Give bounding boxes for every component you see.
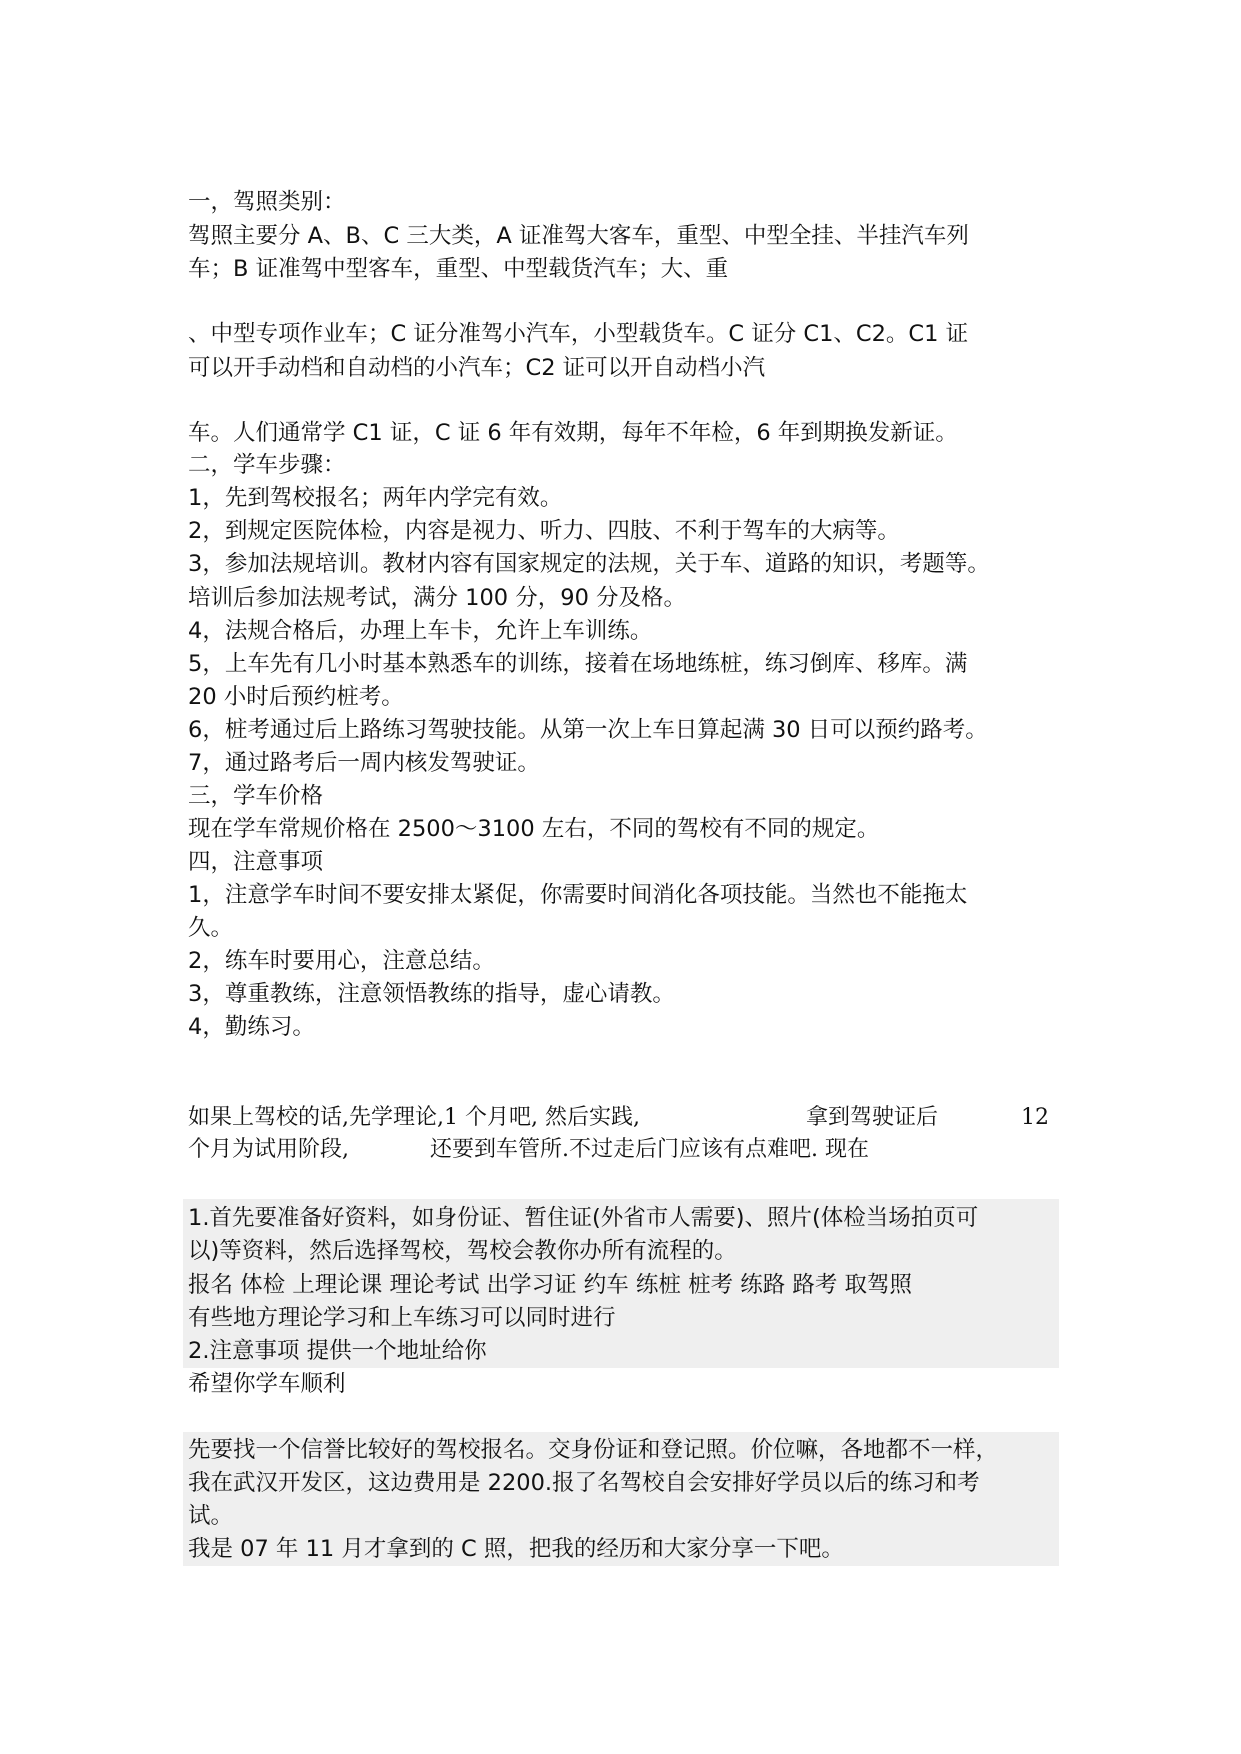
para-a-line-2-part-2: 还要到车管所.不过走后门应该有点难吧. 现在: [430, 1137, 869, 1162]
section-1-line-3: 、中型专项作业车；C 证分准驾小汽车，小型载货车。C 证分 C1、C2。C1 证: [188, 321, 969, 347]
section-1-line-4: 可以开手动档和自动档的小汽车；C2 证可以开自动档小汽: [188, 355, 766, 381]
para-c-line-1: 先要找一个信誉比较好的驾校报名。交身份证和登记照。价位嘛，各地都不一样，: [188, 1437, 999, 1463]
section-2-line-4: 培训后参加法规考试，满分 100 分，90 分及格。: [188, 585, 687, 611]
para-a-line-1-part-2: 拿到驾驶证后: [806, 1105, 939, 1130]
section-1-line-5: 车。人们通常学 C1 证，C 证 6 年有效期，每年不年检，6 年到期换发新证。: [188, 420, 958, 446]
para-a-line-1-part-1: 如果上驾校的话,先学理论,1 个月吧, 然后实践,: [188, 1105, 640, 1130]
section-2-line-7: 20 小时后预约桩考。: [188, 684, 404, 710]
section-2-line-3: 3，参加法规培训。教材内容有国家规定的法规，关于车、道路的知识，考题等。: [188, 551, 990, 577]
para-b-line-4: 有些地方理论学习和上车练习可以同时进行: [188, 1305, 616, 1331]
para-b-line-1: 1.首先要准备好资料，如身份证、暂住证(外省市人需要)、照片(体检当场拍页可: [188, 1205, 979, 1231]
section-1-line-2: 车；B 证准驾中型客车，重型、中型载货汽车；大、重: [188, 256, 729, 282]
section-1-line-1: 驾照主要分 A、B、C 三大类，A 证准驾大客车，重型、中型全挂、半挂汽车列: [188, 223, 969, 249]
para-c-line-2: 我在武汉开发区，这边费用是 2200.报了名驾校自会安排好学员以后的练习和考: [188, 1470, 980, 1496]
section-4-line-3: 2，练车时要用心，注意总结。: [188, 948, 495, 974]
section-2-line-8: 6，桩考通过后上路练习驾驶技能。从第一次上车日算起满 30 日可以预约路考。: [188, 717, 988, 743]
section-2-heading: 二，学车步骤：: [188, 452, 346, 478]
para-b-line-3: 报名 体检 上理论课 理论考试 出学习证 约车 练桩 桩考 练路 路考 取驾照: [188, 1272, 913, 1298]
section-4-line-4: 3，尊重教练，注意领悟教练的指导，虚心请教。: [188, 981, 675, 1007]
para-b-line-2: 以)等资料，然后选择驾校，驾校会教你办所有流程的。: [188, 1238, 737, 1264]
section-4-line-2: 久。: [188, 915, 234, 941]
para-c-line-4: 我是 07 年 11 月才拿到的 C 照，把我的经历和大家分享一下吧。: [188, 1536, 844, 1562]
section-2-line-2: 2，到规定医院体检，内容是视力、听力、四肢、不利于驾车的大病等。: [188, 518, 900, 544]
section-4-heading: 四，注意事项: [188, 849, 324, 875]
section-3-line-1: 现在学车常规价格在 2500～3100 左右，不同的驾校有不同的规定。: [188, 816, 880, 842]
para-b-line-5: 2.注意事项 提供一个地址给你: [188, 1338, 487, 1364]
section-2-line-5: 4，法规合格后，办理上车卡，允许上车训练。: [188, 618, 653, 644]
section-2-line-1: 1，先到驾校报名；两年内学完有效。: [188, 485, 563, 511]
section-2-line-6: 5，上车先有几小时基本熟悉车的训练，接着在场地练桩，练习倒库、移库。满: [188, 651, 968, 677]
section-1-heading: 一，驾照类别：: [188, 189, 346, 215]
para-a-line-1-part-3: 12: [1021, 1105, 1049, 1130]
section-4-line-1: 1，注意学车时间不要安排太紧促，你需要时间消化各项技能。当然也不能拖太: [188, 882, 968, 908]
para-c-line-3: 试。: [188, 1503, 234, 1529]
section-2-line-9: 7，通过路考后一周内核发驾驶证。: [188, 750, 540, 776]
para-b-line-6: 希望你学车顺利: [188, 1371, 346, 1397]
section-3-heading: 三，学车价格: [188, 783, 324, 809]
section-4-line-5: 4，勤练习。: [188, 1014, 315, 1040]
para-a-line-2-part-1: 个月为试用阶段,: [188, 1137, 349, 1162]
